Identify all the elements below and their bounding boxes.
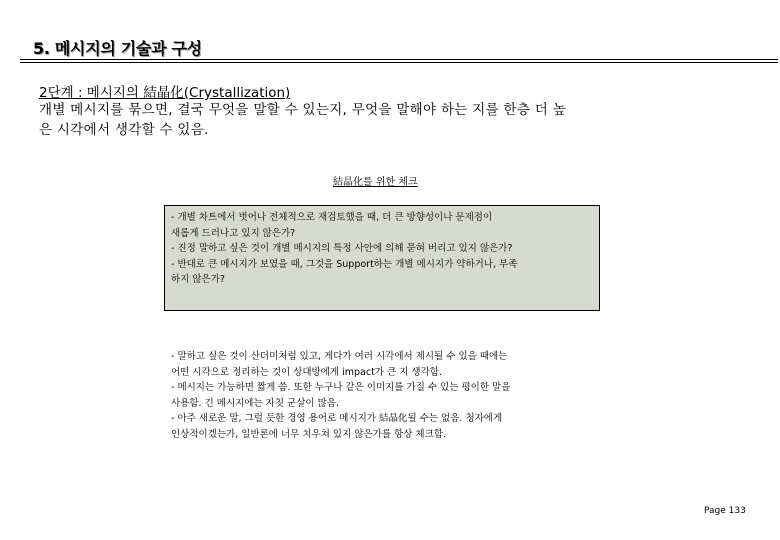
- checklist-line: - 개별 차트에서 벗어나 전체적으로 재검토했을 때, 더 큰 방향성이나 문제점이: [171, 212, 493, 223]
- checklist-line: 새롭게 드러나고 있지 않은가?: [171, 227, 296, 239]
- title-rule-bottom: [20, 62, 778, 63]
- checklist-title: 結晶化를 위한 체크: [333, 177, 418, 188]
- note-line: - 메시지는 가능하면 짧게 씀. 또한 누구나 같은 이미지를 가질 수 있는 평이한 말을: [171, 382, 511, 393]
- page-title: 5. 메시지의 기술과 구성: [33, 39, 202, 58]
- intro-line: 은 시각에서 생각할 수 있음.: [39, 122, 209, 138]
- title-rule-top: [20, 59, 778, 60]
- checklist-lines: [171, 210, 596, 288]
- checklist-line: 하지 않은가?: [171, 274, 225, 285]
- note-line: - 말하고 싶은 것이 산더미처럼 있고, 게다가 여러 시각에서 제시될 수 있을 때에는: [171, 351, 508, 362]
- note-line: - 아주 새로운 말, 그럴 듯한 경영 용어로 메시지가 結晶化될 수는 없음. 청자에게: [171, 413, 503, 424]
- note-line: 사용함. 긴 메시지에는 자칫 군살이 많음.: [171, 397, 339, 409]
- note-line: 어떤 시각으로 정리하는 것이 상대방에게 impact가 큰 지 생각함.: [171, 366, 442, 378]
- page-number: Page 133: [704, 506, 746, 516]
- note-line: 인상적이겠는가, 일반론에 너무 치우쳐 있지 않은가를 항상 체크함.: [171, 428, 446, 440]
- checklist-line: - 반대로 큰 메시지가 보였을 때, 그것을 Support하는 개별 메시지가 약하거나, 부족: [171, 258, 518, 270]
- intro-paragraph: [39, 100, 679, 140]
- notes-list: [171, 349, 601, 442]
- intro-line: 개별 메시지를 묶으면, 결국 무엇을 말할 수 있는지, 무엇을 말해야 하는 지를 한층 더 높: [39, 102, 567, 118]
- checklist-line: - 진정 말하고 싶은 것이 개별 메시지의 특정 사안에 의해 묻혀 버리고 있지 않은가?: [171, 243, 513, 254]
- section-heading: 2단계 : 메시지의 結晶化(Crystallization): [39, 85, 291, 101]
